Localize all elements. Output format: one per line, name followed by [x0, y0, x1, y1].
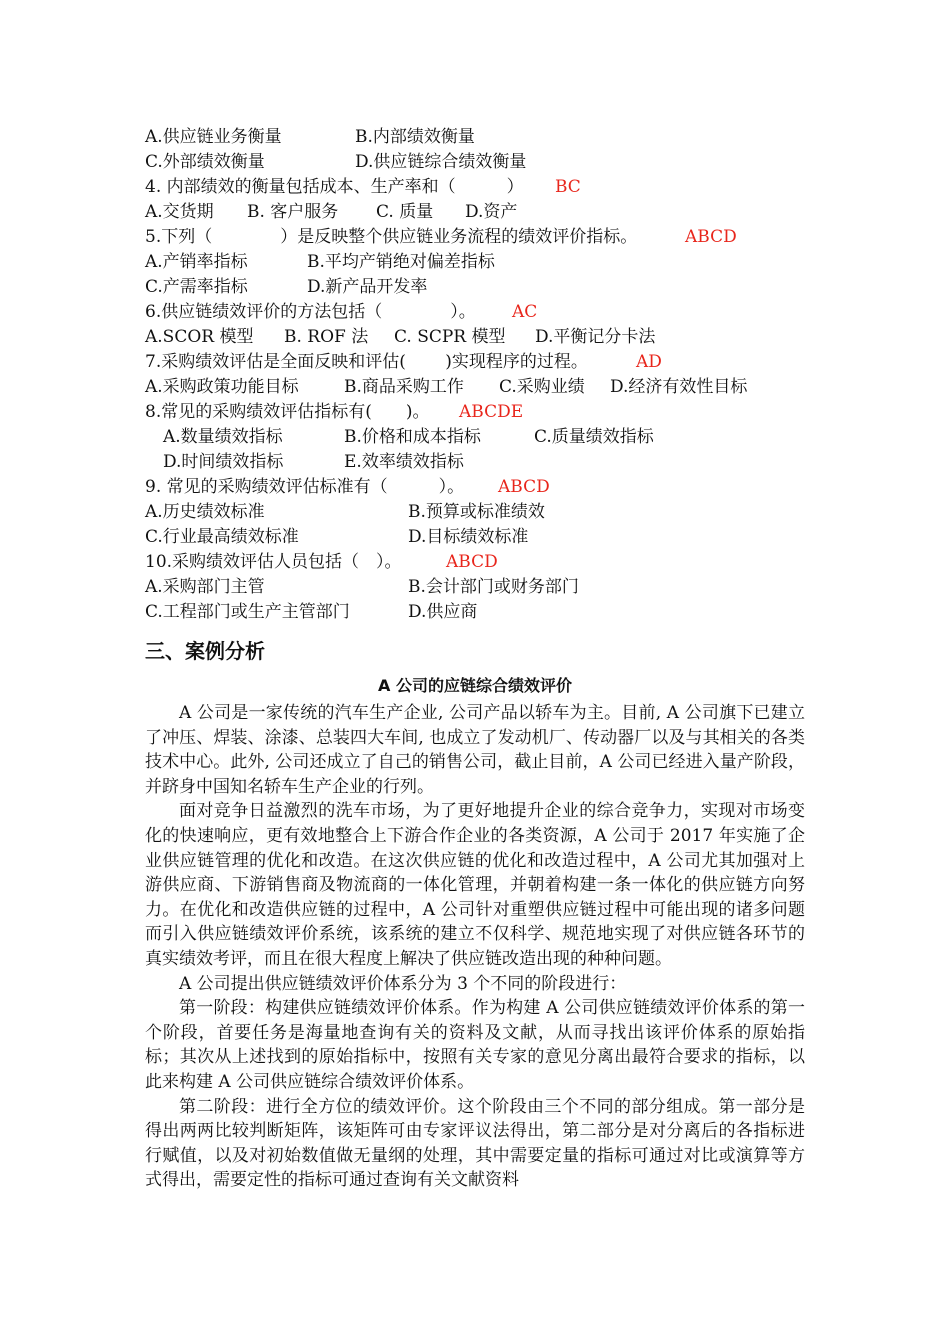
answer-key: ABCD [685, 227, 737, 247]
option-d: D.目标绩效标准 [408, 527, 529, 547]
question-stem: 10.采购绩效评估人员包括（ ）。 [145, 552, 402, 572]
case-title: A 公司的应链综合绩效评价 [378, 676, 572, 695]
option-b: B. ROF 法 [284, 327, 369, 347]
option-b: B.预算或标准绩效 [408, 502, 545, 522]
option-c: C.质量绩效指标 [534, 427, 654, 447]
paragraph: A 公司提出供应链绩效评价体系分为 3 个不同的阶段进行： [179, 973, 627, 994]
q3-options-row1 [145, 125, 805, 150]
q8-options-row2 [145, 450, 805, 475]
option-d: D.时间绩效指标 [163, 452, 284, 472]
question-stem: 4. 内部绩效的衡量包括成本、生产率和（ ） [145, 177, 524, 197]
question-stem: 9. 常见的采购绩效评估标准有（ ）。 [145, 477, 465, 497]
q4-options [145, 200, 805, 225]
q9-options-row2 [145, 525, 805, 550]
q8-options-row1 [145, 425, 805, 450]
option-a: A.产销率指标 [145, 252, 248, 272]
option-a: A.历史绩效标准 [145, 502, 265, 522]
option-a: A.交货期 [145, 202, 214, 222]
option-c: C.采购业绩 [499, 377, 585, 397]
paragraph: 第一阶段：构建供应链绩效评价体系。作为构建 A 公司供应链绩效评价体系的第一个阶段，首要任务是海量地查询有关的资料及文献，从而寻找出该评价体系的原始指标；其次从上述找到的原始指标中，按照有关专家的意见分离出最符合要求的指标，以此来构建 A 公司供应链综合绩效评价体系。 [145, 998, 805, 1092]
option-d: D.供应商 [408, 602, 478, 622]
option-b: B.价格和成本指标 [344, 427, 481, 447]
question-stem: 7.采购绩效评估是全面反映和评估( )实现程序的过程。 [145, 352, 588, 372]
answer-key: BC [555, 177, 581, 197]
option-d: D.供应链综合绩效衡量 [355, 152, 527, 172]
option-d: D.资产 [465, 202, 518, 222]
question-6 [145, 300, 805, 325]
option-b: B.内部绩效衡量 [355, 127, 475, 147]
option-d: D.平衡记分卡法 [535, 327, 656, 347]
q5-options-row2 [145, 275, 805, 300]
option-a: A.采购政策功能目标 [145, 377, 299, 397]
section-heading: 三、案例分析 [145, 639, 265, 663]
q10-options-row2 [145, 600, 805, 625]
q10-options-row1 [145, 575, 805, 600]
option-b: B.会计部门或财务部门 [408, 577, 579, 597]
option-c: C.外部绩效衡量 [145, 152, 265, 172]
question-stem: 6.供应链绩效评价的方法包括（ ）。 [145, 302, 476, 322]
paragraph: 面对竞争日益激烈的洗车市场，为了更好地提升企业的综合竞争力，实现对市场变化的快速响应，更有效地整合上下游合作企业的各类资源，A 公司于 2017 年实施了企业供应链管理的优化和改造。在这次供应链的优化和改造过程中，A 公司尤其加强对上游供应商、下游销售商及物流商的一体化管理，并朝着构建一条一体化的供应链方向努力。在优化和改造供应链的过程中，A 公司针对重塑供应链过程中可能出现的诸多问题而引入供应链绩效评价系统，该系统的建立不仅科学、规范地实现了对供应链各环节的真实绩效考评，而且在很大程度上解决了供应链改造出现的种种问题。 [145, 801, 805, 969]
answer-key: ABCDE [459, 402, 524, 422]
question-10 [145, 550, 805, 575]
option-b: B. 客户服务 [247, 202, 339, 222]
answer-key: ABCD [498, 477, 550, 497]
answer-key: AD [636, 352, 662, 372]
question-stem: 8.常见的采购绩效评估指标有( )。 [145, 402, 430, 422]
q3-options-row2 [145, 150, 805, 175]
question-stem: 5.下列（ ）是反映整个供应链业务流程的绩效评价指标。 [145, 227, 638, 247]
option-a: A.数量绩效指标 [163, 427, 283, 447]
document-page [145, 125, 805, 1193]
option-c: C.产需率指标 [145, 277, 248, 297]
answer-key: ABCD [446, 552, 498, 572]
question-7 [145, 350, 805, 375]
option-a: A.SCOR 模型 [145, 327, 254, 347]
option-d: D.经济有效性目标 [610, 377, 748, 397]
q5-options-row1 [145, 250, 805, 275]
question-5 [145, 225, 805, 250]
option-c: C. 质量 [376, 202, 434, 222]
paragraph: 第二阶段：进行全方位的绩效评价。这个阶段由三个不同的部分组成。第一部分是得出两两比较判断矩阵，该矩阵可由专家评议法得出，第二部分是对分离后的各指标进行赋值，以及对初始数值做无量纲的处理，其中需要定量的指标可通过对比或演算等方式得出，需要定性的指标可通过查询有关文献资料 [145, 1096, 805, 1191]
option-b: B.平均产销绝对偏差指标 [307, 252, 495, 272]
question-9 [145, 475, 805, 500]
q6-options [145, 325, 805, 350]
answer-key: AC [512, 302, 538, 322]
option-e: E.效率绩效指标 [344, 452, 464, 472]
question-8 [145, 400, 805, 425]
q7-options [145, 375, 805, 400]
option-c: C. SCPR 模型 [394, 327, 506, 347]
option-c: C.工程部门或生产主管部门 [145, 602, 350, 622]
paragraph: A 公司是一家传统的汽车生产企业, 公司产品以轿车为主。目前, A 公司旗下已建立了冲压、焊装、涂漆、总装四大车间, 也成立了发动机厂、传动器厂以及与其相关的各类技术中心。此外, 公司还成立了自己的销售公司，截止目前，A 公司已经进入量产阶段，并跻身中国知名轿车生产企业的行列。 [145, 703, 805, 797]
q9-options-row1 [145, 500, 805, 525]
option-b: B.商品采购工作 [344, 377, 464, 397]
option-a: A.采购部门主管 [145, 577, 265, 597]
option-c: C.行业最高绩效标准 [145, 527, 299, 547]
option-a: A.供应链业务衡量 [145, 127, 282, 147]
question-4 [145, 175, 805, 200]
option-d: D.新产品开发率 [307, 277, 428, 297]
